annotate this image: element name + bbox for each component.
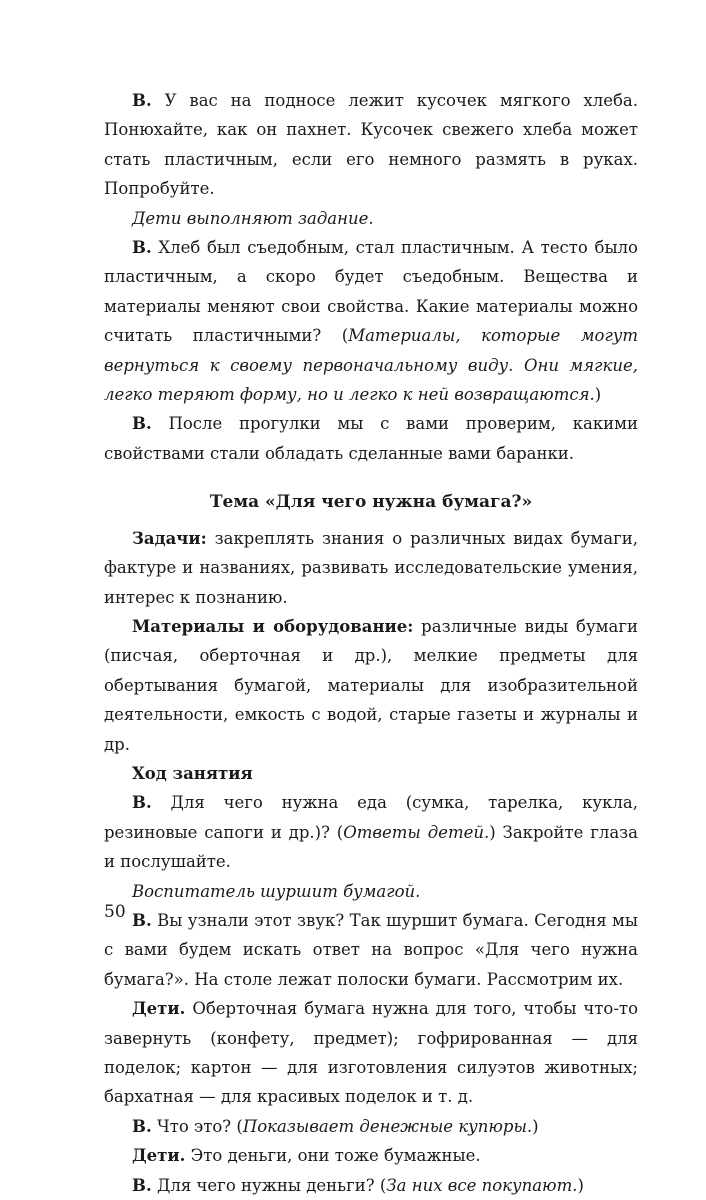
bold-label: Задачи: (132, 528, 207, 548)
paragraph-text: Оберточная бумага нужна для того, чтобы что-то завернуть (конфету, предмет); гофрированная — для поделок; картон — для изготовления силуэтов животных; бархатная — для красивых поделок и т. д. (104, 999, 638, 1107)
answer-italic: Показывает денежные купюры. (242, 1116, 533, 1136)
speaker-label: Дети. (132, 1146, 186, 1166)
paragraph-2 (104, 204, 638, 233)
speaker-label: В. (132, 238, 152, 258)
paragraph-text: Это деньги, они тоже бумажные. (185, 1146, 481, 1166)
paragraph-text-end: ) (577, 1175, 584, 1195)
stage-direction: Дети выполняют задание. (132, 208, 374, 228)
paragraph-13 (104, 1141, 638, 1170)
subheading: Ход занятия (132, 763, 253, 783)
answer-italic: За них все покупают. (386, 1175, 578, 1195)
paragraph-1 (104, 86, 638, 204)
answer-italic: Материалы, которые могут вернуться к своему первоначальному виду. Они мягкие, легко теряют форму, но и легко к ней возвращаются. (104, 326, 638, 405)
section-heading: Тема «Для чего нужна бумага?» (209, 492, 533, 513)
answer-italic: Ответы детей. (343, 822, 490, 842)
paragraph-text-end: ) Закройте глаза и послушайте. (104, 822, 639, 872)
paragraph-materials (104, 612, 638, 759)
body-text (104, 86, 638, 1200)
paragraph-text-end: ) (532, 1116, 539, 1136)
paragraph-text: Что это? ( (151, 1116, 243, 1136)
paragraph-14 (104, 1171, 638, 1200)
paragraph-text: закреплять знания о различных видах бумаги, фактуре и названиях, развивать исследовательские умения, интерес к познанию. (104, 528, 638, 607)
page-number: 50 (104, 902, 126, 922)
speaker-label: В. (132, 91, 152, 110)
paragraph-tasks (104, 524, 638, 612)
paragraph-text: Для чего нужны деньги? ( (151, 1175, 387, 1195)
paragraph-12 (104, 1112, 638, 1141)
paragraph-3 (104, 233, 638, 409)
paragraph-text: Хлеб был съедобным, стал пластичным. А тесто было пластичным, а скоро будет съедобным. Вещества и материалы меняют свои свойства. Какие материалы можно считать пластичными? ( (104, 238, 638, 346)
bold-label: Материалы и оборудование: (132, 616, 414, 636)
paragraph-8 (104, 788, 638, 876)
speaker-label: В. (132, 414, 152, 434)
speaker-label: В. (132, 910, 152, 930)
paragraph-text: У вас на подносе лежит кусочек мягкого хлеба. Понюхайте, как он пахнет. Кусочек свежего хлеба может стать пластичным, если его немного размять в руках. Попробуйте. (104, 91, 638, 199)
paragraph-text: После прогулки мы с вами проверим, какими свойствами стали обладать сделанные вами баранки. (104, 414, 638, 463)
paragraph-text: различные виды бумаги (писчая, оберточная и др.), мелкие предметы для обертывания бумагой, материалы для изобразительной деятельности, емкость с водой, старые газеты и журналы и др. (104, 616, 638, 754)
speaker-label: В. (132, 1116, 152, 1136)
speaker-label: Дети. (132, 999, 186, 1019)
speaker-label: В. (132, 1175, 152, 1195)
paragraph-text: Для чего нужна еда (сумка, тарелка, кукла, резиновые сапоги и др.)? ( (104, 793, 638, 842)
paragraph-text-end: ) (594, 385, 602, 405)
paragraph-lesson-title (104, 759, 638, 788)
paragraph-10 (104, 906, 638, 994)
paragraph-4 (104, 409, 638, 468)
paragraph-11 (104, 994, 638, 1112)
paragraph-text: Вы узнали этот звук? Так шуршит бумага. Сегодня мы с вами будем искать ответ на вопрос «Для чего нужна бумага?». На столе лежат полоски бумаги. Рассмотрим их. (104, 910, 638, 989)
speaker-label: В. (132, 793, 152, 813)
paragraph-9 (104, 877, 638, 906)
stage-direction: Воспитатель шуршит бумагой. (132, 881, 421, 901)
